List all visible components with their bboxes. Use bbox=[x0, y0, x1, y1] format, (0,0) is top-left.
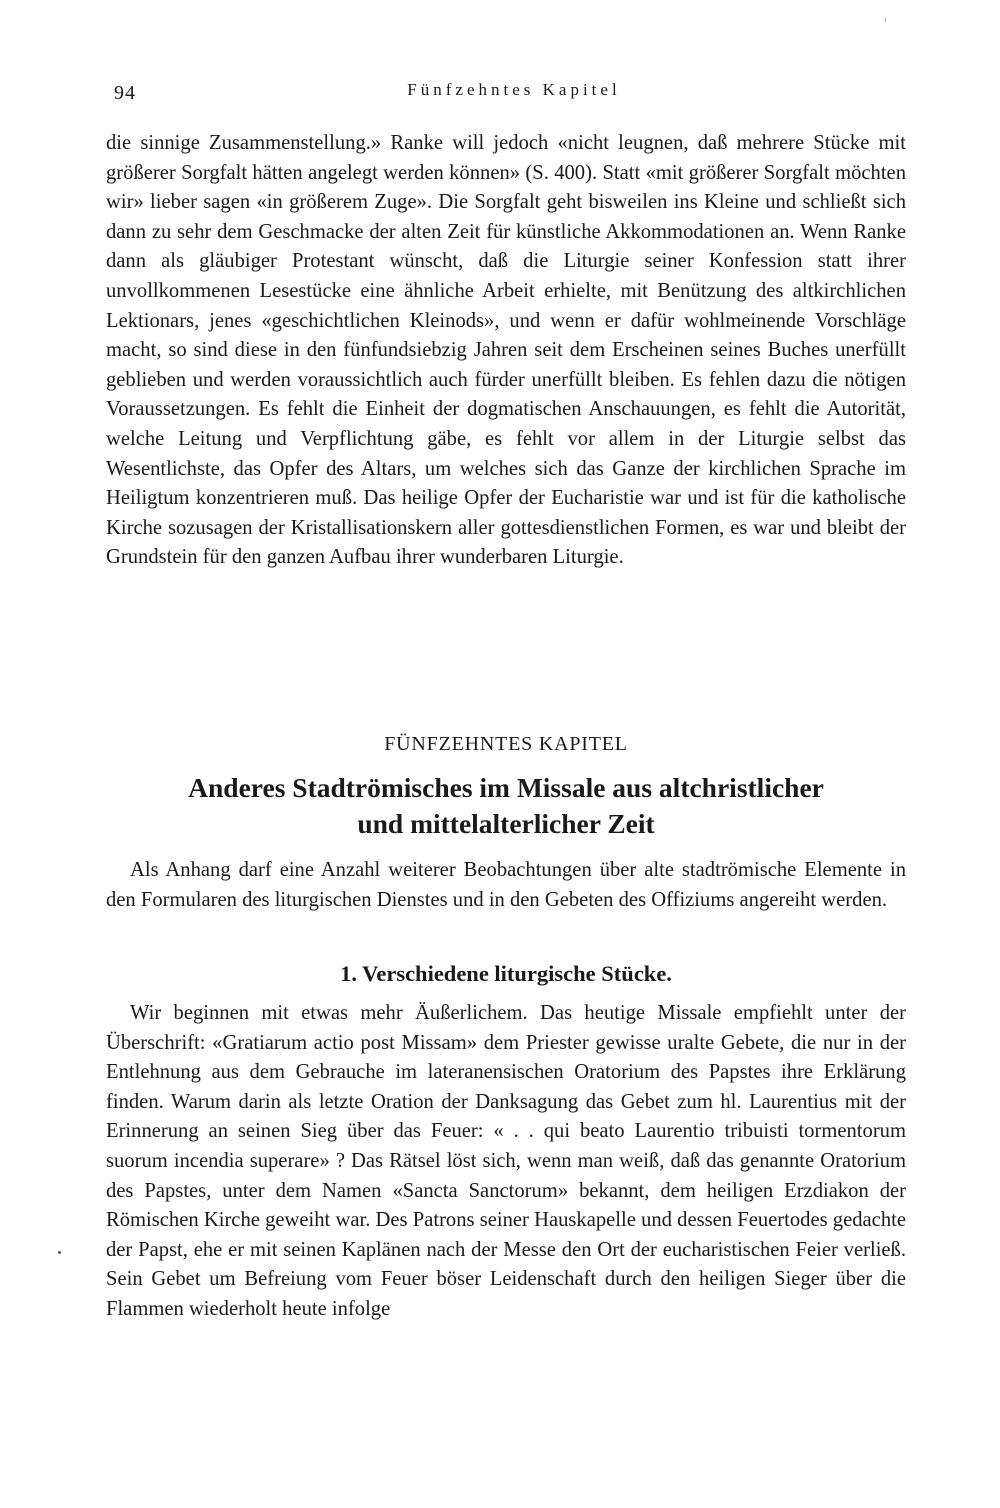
paragraph: Als Anhang darf eine Anzahl weiterer Beobachtungen über alte stadtrömische Elemente in den Formularen des liturgischen Dienstes und in den Gebeten des Offiziums angereiht werden. bbox=[106, 859, 906, 911]
body-text-continued bbox=[106, 129, 906, 573]
chapter-title-line: Anderes Stadtrömisches im Missale aus altchristlicher bbox=[188, 772, 824, 803]
running-title: Fünfzehntes Kapitel bbox=[407, 80, 621, 99]
page-number: 94 bbox=[114, 82, 136, 104]
chapter-intro bbox=[106, 856, 906, 915]
running-head bbox=[104, 78, 904, 108]
paragraph: Wir beginnen mit etwas mehr Äußerlichem. Das heutige Missale empfiehlt unter der Überschrift: «Gratiarum actio post Missam» dem Priester gewisse uralte Gebete, die nur in der Entlehnung aus dem Gebrauche im lateranensischen Oratorium des Papstes ihre Erklärung finden. Warum darin als letzte Oration der Danksagung das Gebet zum hl. Laurentius mit der Erinnerung an seinen Sieg über das Feuer: « . . qui beato Laurentio tribuisti tormentorum suorum incendia superare» ? Das Rätsel löst sich, wenn man weiß, daß das genannte Oratorium des Papstes, unter dem Namen «Sancta Sanctorum» bekannt, dem heiligen Erzdiakon der Römischen Kirche geweiht war. Des Patrons seiner Hauskapelle und dessen Feuertodes gedachte der Papst, ehe er mit seinen Kaplänen nach der Messe den Ort der eucharistischen Feier verließ. Sein Gebet um Befreiung vom Feuer böser Leidenschaft durch den heiligen Sieger über die Flammen wiederholt heute infolge bbox=[106, 1002, 906, 1320]
paragraph: die sinnige Zusammenstellung.» Ranke will jedoch «nicht leugnen, daß mehrere Stücke mit größerer Sorgfalt hätten angelegt werden können» (S. 400). Statt «mit größerer Sorgfalt möchten wir» lieber sagen «in größerem Zuge». Die Sorgfalt geht bisweilen ins Kleine und schließt sich dann zu sehr dem Geschmacke der alten Zeit für künstliche Akkommodationen an. Wenn Ranke dann als gläubiger Protestant wünscht, daß die Liturgie seiner Konfession statt ihrer unvollkommenen Lesestücke eine ähnliche Arbeit erhielte, mit Benützung des altkirchlichen Lektionars, jenes «geschichtlichen Kleinods», und wenn er dafür wohlmeinende Vorschläge macht, so sind diese in den fünfundsiebzig Jahren seit dem Erscheinen seines Buches unerfüllt geblieben und werden voraussichtlich auch fürder unerfüllt bleiben. Es fehlen dazu die nötigen Voraussetzungen. Es fehlt die Einheit der dogmatischen Anschauungen, es fehlt die Autorität, welche Leitung und Verpflichtung gäbe, es fehlt vor allem in der Liturgie selbst das Wesentlichste, das Opfer des Altars, um welches sich das Ganze der kirchlichen Sprache im Heiligtum konzentrieren muß. Das heilige Opfer der Eucharistie war und ist für die katholische Kirche sozusagen der Kristallisationskern aller gottesdienstlichen Formen, es war und bleibt der Grundstein für den ganzen Aufbau ihrer wunderbaren Liturgie. bbox=[106, 132, 906, 569]
scan-mark bbox=[885, 17, 886, 22]
chapter-label: FÜNFZEHNTES KAPITEL bbox=[384, 733, 628, 755]
section-body bbox=[106, 999, 906, 1325]
chapter-title-line: und mittelalterlicher Zeit bbox=[357, 808, 655, 839]
chapter-title bbox=[106, 770, 906, 842]
section-heading: 1. Verschiedene liturgische Stücke. bbox=[340, 961, 672, 986]
margin-speck bbox=[58, 1251, 61, 1254]
